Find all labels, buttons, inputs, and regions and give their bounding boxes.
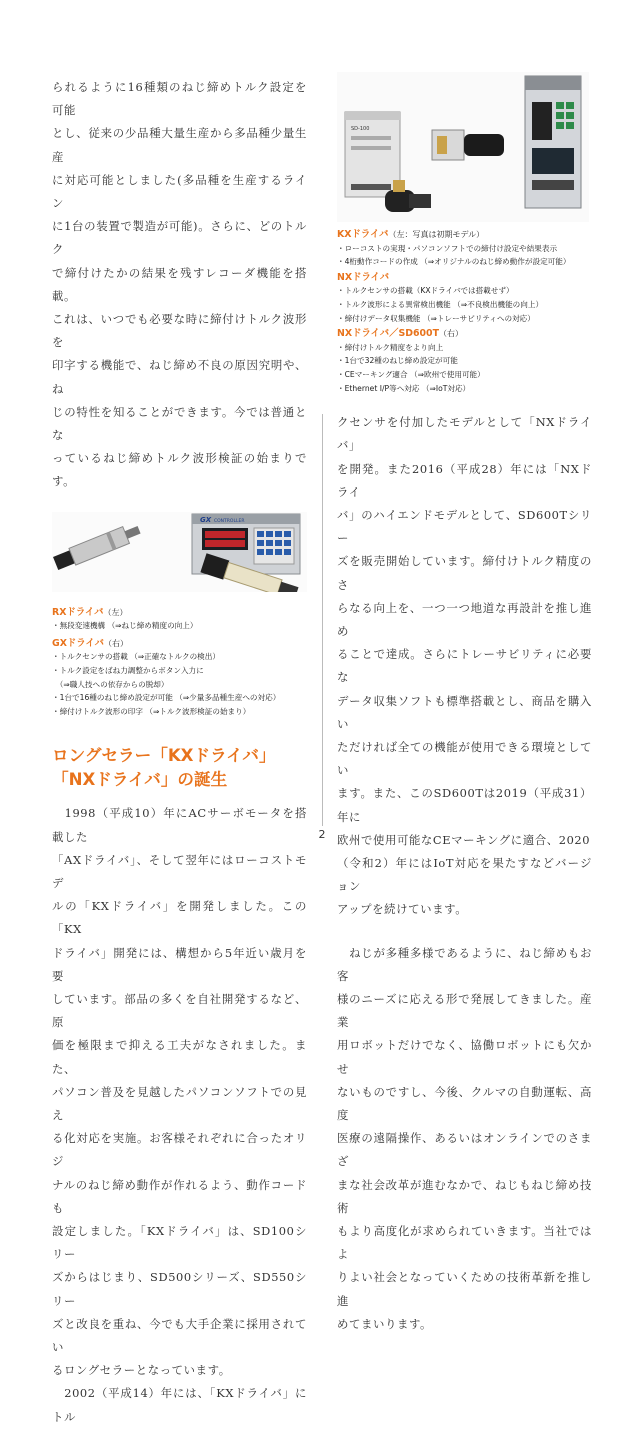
text-line: るロングセラーとなっています。 (52, 1363, 231, 1378)
text-line: 「AXドライバ」、そして翌年にはローコストモデ (52, 852, 307, 891)
nx-caption-title: NXドライバ (337, 271, 390, 283)
nx-sd600t-caption-title: NXドライバ／SD600T (337, 328, 439, 340)
closing-paragraph (337, 942, 592, 1336)
text-line: もより高度化が求められていきます。当社ではよ (337, 1224, 592, 1262)
heading-line: 「NXドライバ」の誕生 (52, 770, 228, 790)
text-line: に対応可能としました(多品種を生産するライン (52, 172, 307, 211)
kx-controller-image (345, 112, 400, 197)
text-line: 印字する機能で、ねじ締め不良の原因究明や、ね (52, 358, 307, 396)
kx-nx-driver-illustration (337, 72, 589, 222)
nx-sd600t-caption-sub: （右） (438, 329, 463, 339)
right-column (337, 72, 592, 1336)
text-line: に1台の装置で製造が可能)。さらに、どのトルク (52, 219, 307, 257)
caption-item: ・トルクセンサの搭載（KXドライバでは搭載せず） (337, 286, 514, 296)
text-line: ただければ全ての機能が使用できる環境としてい (337, 739, 592, 778)
box-label-text: SD-100 (351, 126, 370, 132)
section-heading (52, 744, 307, 792)
caption-item: ・トルク波形による異常検出機能 （⇒不良検出機能の向上） (337, 299, 544, 309)
gx-caption (52, 637, 307, 719)
gx-caption-title: GXドライバ (52, 637, 104, 649)
text-line: 2002（平成14）年には、「KXドライバ」にトル (52, 1386, 307, 1424)
heading-line: ロングセラー「KXドライバ」 (52, 746, 276, 766)
text-line: ないものですし、今後、クルマの自動運転、高度 (337, 1084, 592, 1123)
kx-nx-driver-photo (337, 72, 589, 222)
text-line: 様のニーズに応える形で発展してきました。産業 (337, 992, 592, 1030)
text-line: ドライバ」開発には、構想から5年近い歳月を要 (52, 945, 307, 983)
rx-gx-driver-illustration (52, 512, 307, 592)
text-line: りよい社会となっていくための技術革新を推し進 (337, 1270, 592, 1308)
caption-item: ・Ethernet I/P等へ対応 （⇒IoT対応） (337, 383, 471, 393)
text-line: ズと改良を重ね、今でも大手企業に採用されてい (52, 1316, 307, 1355)
caption-item: ・1台で16種のねじ締め設定が可能 （⇒少量多品種生産への対応） (52, 693, 281, 703)
left-column (52, 76, 307, 1429)
text-line: 用ロボットだけでなく、協働ロボットにも欠かせ (337, 1038, 592, 1076)
caption-item: ・1台で32種のねじ締め設定が可能 (337, 356, 458, 366)
rx-driver-image (52, 521, 142, 571)
text-line: しています。部品の多くを自社開発するなど、原 (52, 992, 307, 1030)
text-line: ルの「KXドライバ」を開発しました。この「KX (52, 899, 307, 937)
text-line: まな社会改革が進むなかで、ねじもねじ締め技術 (337, 1177, 592, 1215)
text-line: で締付けたかの結果を残すレコーダ機能を搭載。 (52, 265, 307, 303)
text-line: めてまいります。 (337, 1316, 433, 1331)
text-line: ることで達成。さらにトレーサビリティに必要な (337, 647, 592, 685)
gx-caption-sub: （右） (103, 638, 128, 648)
text-line: ナルのねじ締め動作が作れるよう、動作コードも (52, 1177, 307, 1215)
text-line: 1998（平成10）年にACサーボモータを搭載した (52, 806, 307, 844)
caption-item: ・締付けデータ収集機能 （⇒トレーサビリティへの対応） (337, 313, 535, 323)
column-divider (322, 414, 323, 826)
text-line: ズからはじまり、SD500シリーズ、SD550シリー (52, 1270, 307, 1308)
text-line: ねじが多種多様であるように、ねじ締めもお客 (337, 945, 592, 983)
text-line: データ収集ソフトも標準搭載とし、商品を購入い (337, 693, 592, 731)
text-line: 欧州で使用可能なCEマーキングに適合、2020 (337, 832, 591, 847)
kx-caption-title: KXドライバ (337, 229, 389, 240)
caption-item: （⇒職人技への依存からの脱却） (52, 679, 169, 689)
caption-item: ・締付けトルク波形の印字 （⇒トルク波形検証の始まり） (52, 706, 251, 716)
rx-caption (52, 606, 307, 633)
caption-item: ・CEマーキング適合 （⇒欧州で使用可能） (337, 369, 485, 379)
text-line: 価を極限まで抑える工夫がなされました。また、 (52, 1038, 307, 1076)
caption-item: ・無段変速機構 （⇒ねじ締め精度の向上） (52, 621, 198, 631)
caption-item: ・トルクセンサの搭載 （⇒正確なトルクの検出） (52, 652, 220, 662)
rx-caption-sub: （左） (103, 607, 128, 617)
nx-driver-image (432, 130, 504, 160)
caption-item: ・トルク設定をばね力調整からボタン入力に (52, 666, 204, 676)
nx-development-paragraph (337, 411, 592, 921)
page-number: 2 (318, 828, 326, 841)
panel-brand-text: GX (200, 515, 212, 524)
text-line: ズを販売開始しています。締付けトルク精度のさ (337, 554, 592, 592)
rx-gx-driver-photo (52, 512, 307, 592)
nx-sd600t-caption (337, 327, 592, 395)
kx-caption (337, 228, 592, 269)
caption-item: ・ローコストの実現・パソコンソフトでの締付け設定や結果表示 (337, 243, 558, 253)
nx-caption (337, 271, 592, 325)
text-line: クセンサを付加したモデルとして「NXドライバ」 (337, 415, 592, 453)
text-line: アップを続けています。 (337, 902, 468, 917)
text-line: パソコン普及を見越したパソコンソフトでの見え (52, 1084, 307, 1123)
text-line: じの特性を知ることができます。今では普通とな (52, 404, 307, 443)
text-line: る化対応を実施。お客様それぞれに合ったオリジ (52, 1131, 307, 1169)
text-line: 設定しました。「KXドライバ」は、SD100シリー (52, 1224, 307, 1262)
text-line: を開発。また2016（平成28）年には「NXドライ (337, 461, 592, 499)
caption-item: ・4桁動作コードの作成 （⇒オリジナルのねじ締め動作が設定可能） (337, 257, 571, 267)
text-line: 医療の遠隔操作、あるいはオンラインでのさまざ (337, 1131, 592, 1169)
text-line: とし、従来の少品種大量生産から多品種少量生産 (52, 126, 307, 164)
kx-caption-sub: （左：写真は初期モデル） (388, 230, 485, 239)
rx-caption-title: RXドライバ (52, 606, 104, 618)
text-line: （令和2）年にはIoT対応を果たすなどバージョン (337, 855, 592, 894)
text-line: バ」のハイエンドモデルとして、SD600Tシリー (337, 507, 592, 546)
sd600t-controller-image (525, 76, 581, 208)
text-line: らなる向上を、一つ一つ地道な再設計を推し進め (337, 600, 592, 638)
text-line: っているねじ締めトルク波形検証の始まりです。 (52, 451, 307, 489)
caption-item: ・締付けトルク精度をより向上 (337, 342, 444, 352)
text-line: ます。また、このSD600Tは2019（平成31）年に (337, 786, 592, 824)
text-line: これは、いつでも必要な時に締付けトルク波形を (52, 312, 307, 350)
panel-model-text: CONTROLLER (214, 518, 245, 524)
intro-paragraph (52, 76, 307, 494)
text-line: られるように16種類のねじ締めトルク設定を可能 (52, 80, 307, 118)
history-paragraph (52, 802, 307, 1428)
